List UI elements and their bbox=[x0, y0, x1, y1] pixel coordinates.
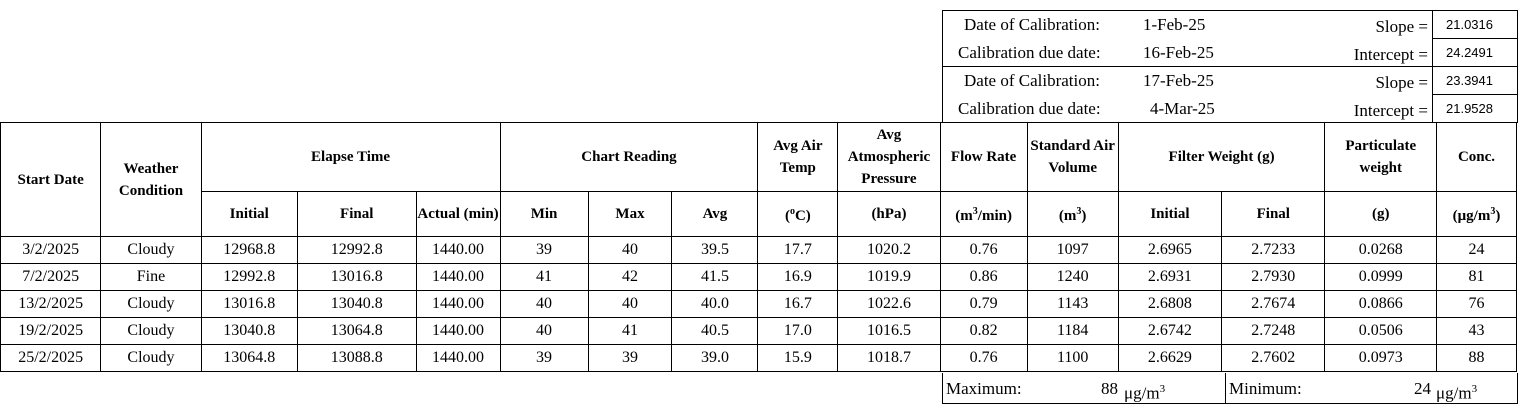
cell-elapse-actual: 1440.00 bbox=[416, 291, 500, 318]
header-chart-max: Max bbox=[588, 192, 672, 237]
header-particulate-weight: Particulate weight bbox=[1325, 123, 1437, 192]
header-elapse-final: Final bbox=[297, 192, 416, 237]
cell-chart-avg: 40.5 bbox=[672, 318, 758, 345]
cell-filter-final: 2.7930 bbox=[1222, 264, 1325, 291]
cell-air-volume: 1184 bbox=[1027, 318, 1118, 345]
value-column-divider bbox=[1432, 10, 1433, 123]
cell-elapse-actual: 1440.00 bbox=[416, 264, 500, 291]
cell-elapse-initial: 12968.8 bbox=[201, 237, 297, 264]
header-avg-atm-pressure: Avg Atmospheric Pressure bbox=[838, 123, 940, 192]
header-conc-unit: $(\mu g/m^3)$ bbox=[1437, 192, 1517, 237]
cell-elapse-initial: 13016.8 bbox=[201, 291, 297, 318]
cell-chart-avg: 40.0 bbox=[672, 291, 758, 318]
cell-chart-avg: 39.0 bbox=[672, 345, 758, 372]
calibration-date-label: Date of Calibration: bbox=[964, 71, 1100, 90]
cell-elapse-initial: 13040.8 bbox=[201, 318, 297, 345]
cell-chart-min: 40 bbox=[500, 291, 588, 318]
header-start-date: Start Date bbox=[1, 123, 101, 237]
cell-flow-rate: 0.79 bbox=[940, 291, 1027, 318]
calibration-due-value: 16-Feb-25 bbox=[1143, 43, 1214, 62]
cell-elapse-final: 13016.8 bbox=[297, 264, 416, 291]
header-flow-rate-unit: $(m^3/\min)$ bbox=[940, 192, 1027, 237]
intercept-label: Intercept = bbox=[1353, 45, 1428, 64]
cell-weather: Cloudy bbox=[101, 237, 201, 264]
table-row bbox=[1, 345, 1517, 372]
cell-atm-pressure: 1020.2 bbox=[838, 237, 940, 264]
calibration-date-label: Date of Calibration: bbox=[964, 15, 1100, 34]
cell-air-volume: 1143 bbox=[1027, 291, 1118, 318]
cell-elapse-actual: 1440.00 bbox=[416, 237, 500, 264]
cell-chart-max: 40 bbox=[588, 291, 672, 318]
cell-particulate-weight: 0.0866 bbox=[1325, 291, 1437, 318]
intercept-value: 21.9528 bbox=[1446, 101, 1493, 116]
cell-filter-initial: 2.6931 bbox=[1118, 264, 1221, 291]
cell-flow-rate: 0.82 bbox=[940, 318, 1027, 345]
table-row bbox=[1, 264, 1517, 291]
cell-chart-min: 41 bbox=[500, 264, 588, 291]
cell-conc: 88 bbox=[1437, 345, 1517, 372]
cell-chart-min: 39 bbox=[500, 345, 588, 372]
minimum-value: 24 bbox=[1414, 379, 1431, 398]
cell-start-date: 13/2/2025 bbox=[1, 291, 101, 318]
cell-weather: Fine bbox=[101, 264, 201, 291]
header-air-volume-unit: $(m^3)$ bbox=[1027, 192, 1118, 237]
cell-elapse-final: 13064.8 bbox=[297, 318, 416, 345]
cell-elapse-initial: 13064.8 bbox=[201, 345, 297, 372]
header-elapse-time: Elapse Time bbox=[201, 123, 500, 192]
header-particulate-unit: (g) bbox=[1325, 192, 1437, 237]
cell-atm-pressure: 1019.9 bbox=[838, 264, 940, 291]
cell-air-temp: 16.7 bbox=[758, 291, 838, 318]
cell-filter-final: 2.7248 bbox=[1222, 318, 1325, 345]
intercept-label: Intercept = bbox=[1353, 101, 1428, 120]
cell-air-volume: 1097 bbox=[1027, 237, 1118, 264]
header-elapse-initial: Initial bbox=[201, 192, 297, 237]
sampling-data-table bbox=[0, 122, 1517, 372]
calibration-due-label: Calibration due date: bbox=[958, 99, 1101, 118]
cell-conc: 24 bbox=[1437, 237, 1517, 264]
header-elapse-actual: Actual (min) bbox=[416, 192, 500, 237]
cell-weather: Cloudy bbox=[101, 291, 201, 318]
cell-air-temp: 17.0 bbox=[758, 318, 838, 345]
header-pressure-unit: (hPa) bbox=[838, 192, 940, 237]
cell-weather: Cloudy bbox=[101, 345, 201, 372]
cell-particulate-weight: 0.0268 bbox=[1325, 237, 1437, 264]
slope-label: Slope = bbox=[1375, 17, 1428, 36]
cell-air-volume: 1100 bbox=[1027, 345, 1118, 372]
cell-air-volume: 1240 bbox=[1027, 264, 1118, 291]
cell-elapse-actual: 1440.00 bbox=[416, 318, 500, 345]
cell-chart-max: 41 bbox=[588, 318, 672, 345]
cell-filter-initial: 2.6742 bbox=[1118, 318, 1221, 345]
cell-atm-pressure: 1022.6 bbox=[838, 291, 940, 318]
cell-start-date: 25/2/2025 bbox=[1, 345, 101, 372]
slope-label: Slope = bbox=[1375, 73, 1428, 92]
maximum-label: Maximum: bbox=[946, 379, 1022, 398]
slope-value: 23.3941 bbox=[1446, 73, 1493, 88]
slope-value: 21.0316 bbox=[1446, 17, 1493, 32]
table-row bbox=[1, 318, 1517, 345]
cell-flow-rate: 0.86 bbox=[940, 264, 1027, 291]
cell-atm-pressure: 1018.7 bbox=[838, 345, 940, 372]
cell-start-date: 19/2/2025 bbox=[1, 318, 101, 345]
cell-filter-final: 2.7602 bbox=[1222, 345, 1325, 372]
summary-divider bbox=[1225, 373, 1226, 404]
cell-air-temp: 15.9 bbox=[758, 345, 838, 372]
cell-conc: 76 bbox=[1437, 291, 1517, 318]
calibration-date-value: 17-Feb-25 bbox=[1143, 71, 1214, 90]
cell-elapse-final: 13040.8 bbox=[297, 291, 416, 318]
header-chart-avg: Avg bbox=[672, 192, 758, 237]
cell-start-date: 3/2/2025 bbox=[1, 237, 101, 264]
cell-elapse-final: 13088.8 bbox=[297, 345, 416, 372]
cell-filter-final: 2.7233 bbox=[1222, 237, 1325, 264]
calibration-due-value: 4-Mar-25 bbox=[1150, 99, 1215, 118]
cell-chart-avg: 39.5 bbox=[672, 237, 758, 264]
cell-chart-max: 40 bbox=[588, 237, 672, 264]
header-filter-final: Final bbox=[1222, 192, 1325, 237]
cell-flow-rate: 0.76 bbox=[940, 345, 1027, 372]
cell-chart-avg: 41.5 bbox=[672, 264, 758, 291]
intercept-value: 24.2491 bbox=[1446, 45, 1493, 60]
cell-weather: Cloudy bbox=[101, 318, 201, 345]
cell-filter-initial: 2.6965 bbox=[1118, 237, 1221, 264]
cell-elapse-initial: 12992.8 bbox=[201, 264, 297, 291]
table-row bbox=[1, 237, 1517, 264]
cell-chart-min: 39 bbox=[500, 237, 588, 264]
cell-flow-rate: 0.76 bbox=[940, 237, 1027, 264]
maximum-unit: $\mu g/m^3$ bbox=[1124, 383, 1166, 403]
cell-start-date: 7/2/2025 bbox=[1, 264, 101, 291]
header-air-temp-unit: ($^o$C) bbox=[758, 192, 838, 237]
cell-chart-max: 42 bbox=[588, 264, 672, 291]
cell-conc: 43 bbox=[1437, 318, 1517, 345]
minimum-unit: $\mu g/m^3$ bbox=[1436, 383, 1478, 403]
value-box-divider bbox=[1432, 94, 1518, 95]
header-chart-min: Min bbox=[500, 192, 588, 237]
maximum-value: 88 bbox=[1101, 379, 1118, 398]
calibration-date-value: 1-Feb-25 bbox=[1143, 15, 1206, 34]
cell-particulate-weight: 0.0973 bbox=[1325, 345, 1437, 372]
header-conc: Conc. bbox=[1437, 123, 1517, 192]
table-row bbox=[1, 291, 1517, 318]
cell-elapse-actual: 1440.00 bbox=[416, 345, 500, 372]
header-flow-rate: Flow Rate bbox=[940, 123, 1027, 192]
cell-chart-max: 39 bbox=[588, 345, 672, 372]
header-filter-initial: Initial bbox=[1118, 192, 1221, 237]
cell-chart-min: 40 bbox=[500, 318, 588, 345]
value-box-divider bbox=[1432, 38, 1518, 39]
cell-conc: 81 bbox=[1437, 264, 1517, 291]
header-standard-air-volume: Standard Air Volume bbox=[1027, 123, 1118, 192]
cell-filter-final: 2.7674 bbox=[1222, 291, 1325, 318]
cell-air-temp: 16.9 bbox=[758, 264, 838, 291]
header-filter-weight: Filter Weight (g) bbox=[1118, 123, 1325, 192]
cell-filter-initial: 2.6629 bbox=[1118, 345, 1221, 372]
cell-particulate-weight: 0.0999 bbox=[1325, 264, 1437, 291]
cell-air-temp: 17.7 bbox=[758, 237, 838, 264]
cell-elapse-final: 12992.8 bbox=[297, 237, 416, 264]
cell-filter-initial: 2.6808 bbox=[1118, 291, 1221, 318]
header-weather-condition: Weather Condition bbox=[101, 123, 201, 237]
cell-atm-pressure: 1016.5 bbox=[838, 318, 940, 345]
calibration-due-label: Calibration due date: bbox=[958, 43, 1101, 62]
header-chart-reading: Chart Reading bbox=[500, 123, 758, 192]
header-avg-air-temp: Avg Air Temp bbox=[758, 123, 838, 192]
minimum-label: Minimum: bbox=[1229, 379, 1302, 398]
cell-particulate-weight: 0.0506 bbox=[1325, 318, 1437, 345]
